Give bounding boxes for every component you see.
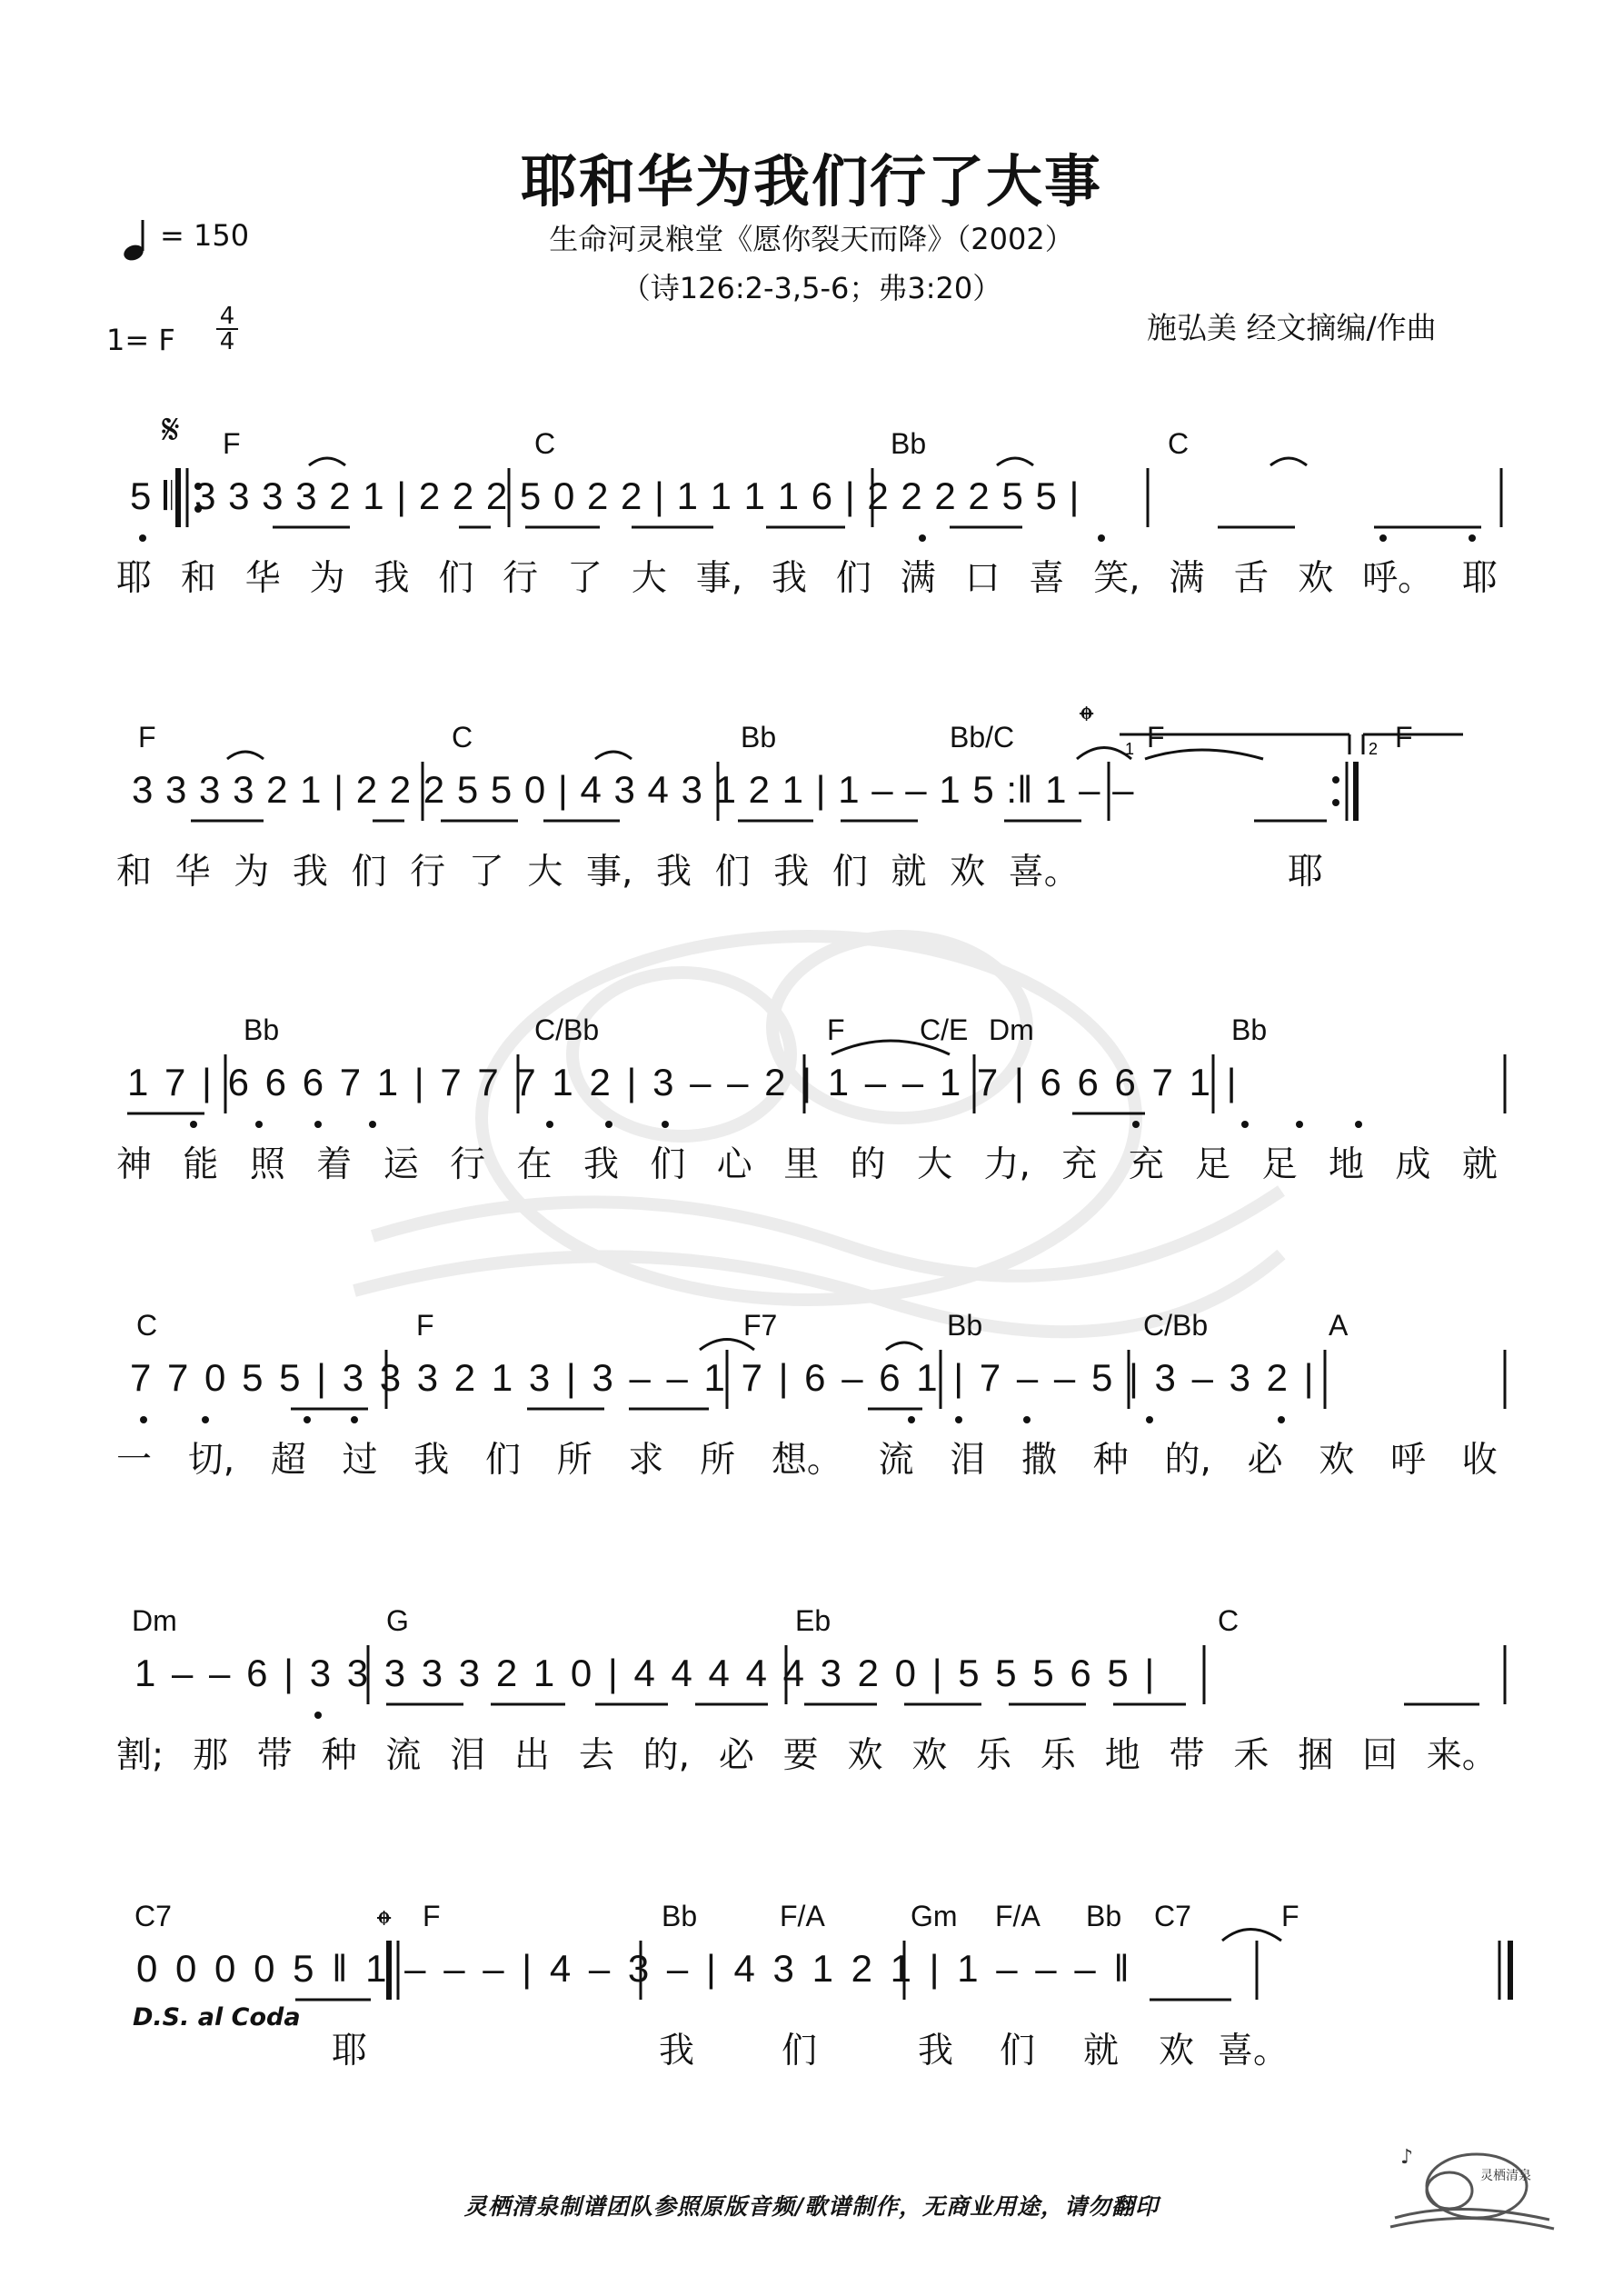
lyric: 们 [650, 1144, 686, 1185]
lyric: 满 [900, 558, 936, 599]
chord: Bb/C [950, 721, 1015, 754]
lyric: 行 [503, 558, 539, 599]
lyric: 力, [983, 1144, 1031, 1185]
time-sig-denominator: 4 [216, 328, 238, 354]
lyric: 里 [783, 1144, 820, 1185]
chord: F [827, 1013, 845, 1046]
chord: Eb [795, 1604, 831, 1637]
lyric: 足 [1261, 1144, 1298, 1185]
lyric: 想。 [771, 1440, 842, 1481]
lyric: 行 [410, 852, 446, 893]
lyric: 满 [1169, 558, 1205, 599]
lyric: 收 [1461, 1440, 1498, 1481]
lyric: 成 [1395, 1144, 1431, 1185]
chord: C [534, 427, 556, 460]
lyric: 和 [180, 558, 216, 599]
lyric: 们 [782, 2031, 818, 2071]
key-signature: 1= F [106, 323, 175, 357]
lyric: 欢 [1159, 2031, 1195, 2071]
chord: F [1395, 721, 1413, 754]
lyric: 为 [234, 852, 270, 893]
ds-al-coda: D.S. al Coda [133, 2003, 301, 2031]
lyric: 大 [527, 852, 563, 893]
lyric: 大 [631, 558, 667, 599]
chord: F/A [995, 1900, 1041, 1932]
volta-1: 1 [1125, 740, 1135, 758]
lyric: 撒 [1021, 1440, 1058, 1481]
lyric: 泪 [450, 1735, 486, 1776]
lyric: 捆 [1298, 1735, 1334, 1776]
lyric: 回 [1361, 1735, 1398, 1776]
composer-credit: 施弘美 经文摘编/作曲 [1147, 310, 1437, 345]
lyric: 种 [321, 1735, 357, 1776]
lyric: 超 [270, 1440, 306, 1481]
lyric: 去 [578, 1735, 614, 1776]
tempo-value: = 150 [160, 218, 250, 253]
chord: F [1147, 721, 1165, 754]
lyric: 呼。 [1362, 558, 1434, 599]
lyric: 为 [309, 558, 345, 599]
lyrics-line-1 [116, 550, 1498, 601]
lyric: 耶 [116, 558, 153, 599]
lyric: 地 [1328, 1144, 1364, 1185]
lyric: 就 [1083, 2031, 1120, 2071]
chord: Bb [1231, 1013, 1268, 1046]
lyric: 行 [450, 1144, 486, 1185]
lyric: 地 [1104, 1735, 1140, 1776]
chord: F [1281, 1900, 1299, 1932]
lyric: 我 [918, 2031, 954, 2071]
notation-line-2: 3 3 3 3 2 1 | 2 2 2 5 5 0 | 4 3 4 3 1 2 1 | 1 – – 1 5 :‖ 1 – – [132, 768, 1134, 811]
lyric: 华 [174, 852, 211, 893]
sheep-logo-icon [1386, 2136, 1558, 2236]
lyric: 所 [700, 1440, 736, 1481]
chord: Bb [244, 1013, 280, 1046]
chord: F [223, 427, 241, 460]
chord: C/Bb [534, 1013, 600, 1046]
lyric: 切, [187, 1440, 235, 1481]
notation-line-5: 1 – – 6 | 3 3 3 3 3 2 1 0 | 4 4 4 4 4 3 2 0 | 5 5 5 6 5 | [134, 1652, 1155, 1694]
chord: Gm [911, 1900, 958, 1932]
lyric: 笑, [1093, 558, 1140, 599]
chord: Dm [989, 1013, 1034, 1046]
chord: Bb [891, 427, 927, 460]
lyric: 喜。 [1218, 2031, 1289, 2071]
lyric: 呼 [1390, 1440, 1427, 1481]
lyric: 心 [716, 1144, 752, 1185]
lyrics-line-3 [116, 1136, 1498, 1187]
lyric: 运 [383, 1144, 419, 1185]
lyrics-line-4 [116, 1432, 1498, 1482]
lyric: 求 [628, 1440, 664, 1481]
lyric: 我 [771, 558, 807, 599]
chord: F/A [780, 1900, 825, 1932]
lyric: 欢 [950, 852, 986, 893]
chord: Bb [662, 1900, 698, 1932]
lyric: 所 [556, 1440, 592, 1481]
lyric: 我 [413, 1440, 450, 1481]
svg-text:♪: ♪ [1400, 2146, 1414, 2169]
lyric: 耶 [1461, 558, 1498, 599]
chord: C7 [134, 1900, 172, 1932]
lyric: 舌 [1233, 558, 1270, 599]
lyric: 我 [656, 852, 692, 893]
lyric: 充 [1061, 1144, 1098, 1185]
scripture-reference: （诗126:2-3,5-6；弗3:20） [621, 271, 1002, 305]
lyric: 我 [582, 1144, 619, 1185]
lyric: 割; [116, 1735, 164, 1776]
lyric: 必 [1247, 1440, 1283, 1481]
chord: Bb [741, 721, 777, 754]
lyric: 们 [1000, 2031, 1036, 2071]
lyric: 我 [373, 558, 410, 599]
notation-line-4: 7 7 0 5 5 | 3 3 3 2 1 3 | 3 – – 1 7 | 6 – 6 1 | 7 – – 5 | 3 – 3 2 | [130, 1356, 1314, 1399]
notation-line-6: 0 0 0 0 5 ‖ 1 – – – | 4 – 3 – | 4 3 1 2 1 | 1 – – – ‖ [136, 1947, 1130, 1990]
chord: C/Bb [1143, 1309, 1209, 1342]
lyric: 能 [183, 1144, 219, 1185]
lyric: 带 [256, 1735, 293, 1776]
coda-icon: 𝄌 [1080, 698, 1094, 744]
lyric: 耶 [332, 2031, 368, 2071]
chord: C/E [920, 1013, 969, 1046]
notation-line-3: 1 7 | 6 6 6 7 1 | 7 7 7 1 2 | 3 – – 2 | 1 – – 1 7 | 6 6 6 7 1 | [127, 1061, 1237, 1103]
lyric: 来。 [1426, 1735, 1498, 1776]
lyric: 的, [642, 1735, 691, 1776]
chord: A [1329, 1309, 1349, 1342]
lyric: 了 [567, 558, 603, 599]
lyric: 神 [116, 1144, 153, 1185]
lyric: 一 [116, 1440, 153, 1481]
lyric: 的 [850, 1144, 886, 1185]
lyric: 必 [718, 1735, 754, 1776]
song-source: 生命河灵粮堂《愿你裂天而降》（2002） [549, 222, 1074, 256]
lyric: 就 [891, 852, 927, 893]
lyric: 欢 [911, 1735, 948, 1776]
footer-note: 灵栖清泉制谱团队参照原版音频/歌谱制作，无商业用途，请勿翻印 [463, 2193, 1160, 2220]
lyric: 耶 [1288, 852, 1324, 893]
lyric: 们 [484, 1440, 521, 1481]
lyric: 喜。 [1008, 852, 1080, 893]
lyric: 我 [292, 852, 328, 893]
lyric: 照 [249, 1144, 285, 1185]
lyric: 大 [917, 1144, 953, 1185]
lyric: 们 [438, 558, 474, 599]
lyric: 和 [116, 852, 153, 893]
lyric: 乐 [1040, 1735, 1076, 1776]
lyric: 们 [714, 852, 751, 893]
lyric: 着 [316, 1144, 353, 1185]
chord: F [416, 1309, 434, 1342]
chord: F7 [743, 1309, 778, 1342]
chord: F [423, 1900, 441, 1932]
lyric: 那 [192, 1735, 228, 1776]
lyric: 带 [1169, 1735, 1205, 1776]
chord: Dm [132, 1604, 177, 1637]
lyrics-line-2 [116, 844, 1080, 894]
lyric: 欢 [1319, 1440, 1355, 1481]
chord: F [138, 721, 156, 754]
lyric: 欢 [847, 1735, 883, 1776]
lyric: 足 [1195, 1144, 1231, 1185]
lyric: 在 [516, 1144, 553, 1185]
time-sig-numerator: 4 [219, 303, 235, 330]
lyric: 事, [695, 558, 743, 599]
lyrics-line-5 [116, 1727, 1498, 1778]
lyric: 禾 [1233, 1735, 1270, 1776]
lyric: 们 [835, 558, 871, 599]
segno-icon: 𝄋 [162, 404, 180, 454]
lyric: 过 [342, 1440, 378, 1481]
lyric: 就 [1461, 1144, 1498, 1185]
chord: C [136, 1309, 158, 1342]
lyric: 乐 [976, 1735, 1012, 1776]
lyric: 充 [1128, 1144, 1164, 1185]
lyric: 我 [773, 852, 810, 893]
lyric: 们 [351, 852, 387, 893]
lyric: 的, [1164, 1440, 1211, 1481]
chord: C [1168, 427, 1190, 460]
lyric: 我 [659, 2031, 695, 2071]
lyric: 事, [586, 852, 633, 893]
lyric: 种 [1092, 1440, 1129, 1481]
lyric: 喜 [1029, 558, 1065, 599]
lyric: 要 [782, 1735, 819, 1776]
lyric: 泪 [950, 1440, 986, 1481]
chord: C7 [1154, 1900, 1191, 1932]
logo-text: 灵栖清泉 [1480, 2169, 1531, 2183]
lyric: 口 [964, 558, 1001, 599]
chord: Bb [947, 1309, 983, 1342]
lyric: 欢 [1298, 558, 1334, 599]
lyric: 华 [244, 558, 281, 599]
lyric: 流 [878, 1440, 914, 1481]
notation-line-1: 5 𝄆 3 3 3 3 2 1 | 2 2 2 5 0 2 2 | 1 1 1 1 6 | 2 2 2 2 5 5 | [130, 474, 1080, 517]
chord: Bb [1086, 1900, 1122, 1932]
lyric: 流 [385, 1735, 422, 1776]
lyric: 了 [468, 852, 504, 893]
lyric: 们 [831, 852, 868, 893]
volta-2: 2 [1369, 740, 1379, 758]
page-title: 耶和华为我们行了大事 [520, 148, 1102, 215]
chord: G [386, 1604, 409, 1637]
coda-icon: 𝄌 [377, 1902, 392, 1949]
chord: C [452, 721, 473, 754]
chord: C [1218, 1604, 1240, 1637]
lyric: 出 [514, 1735, 551, 1776]
